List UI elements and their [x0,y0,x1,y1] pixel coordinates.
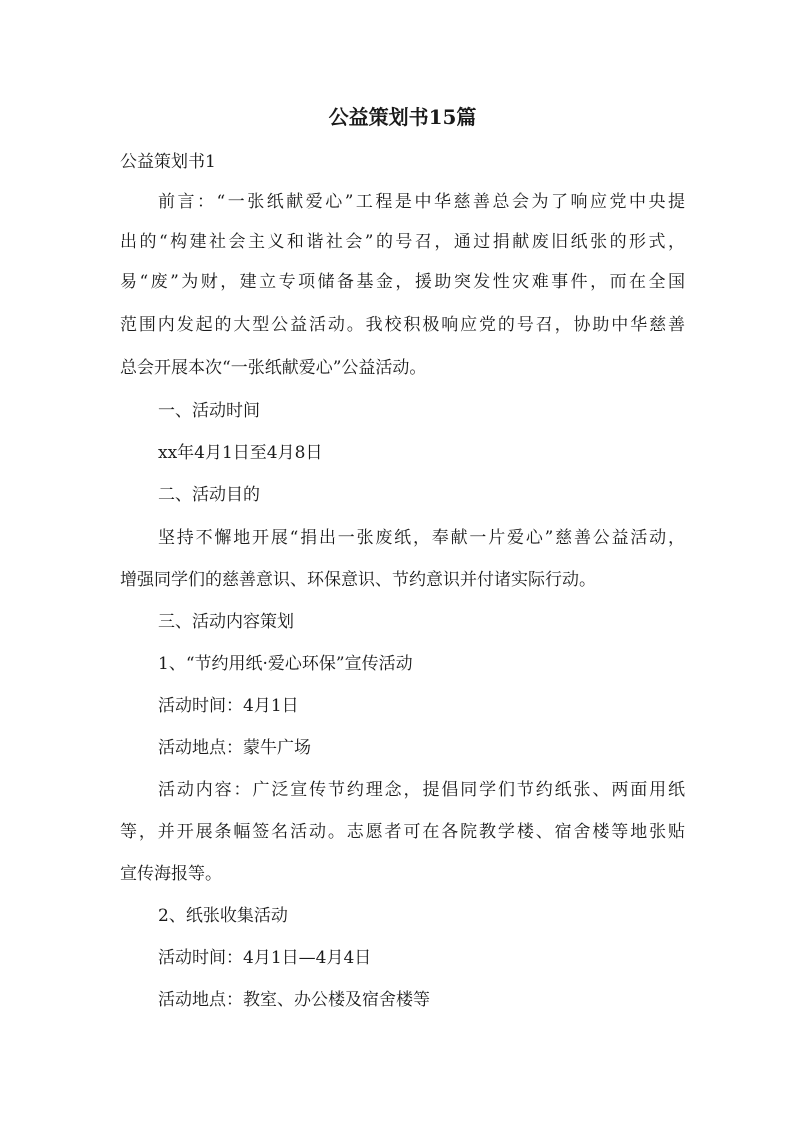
item-2-time: 活动时间：4月1日—4月4日 [158,948,372,968]
item-1-content-line-3: 宣传海报等。 [120,864,222,884]
item-2-heading: 2、纸张收集活动 [158,906,288,926]
preface-line-3: 易“废”为财，建立专项储备基金，援助突发性灾难事件，而在全国 [120,272,685,292]
item-1-heading: 1、“节约用纸·爱心环保”宣传活动 [158,654,413,674]
preface-line-5: 总会开展本次“一张纸献爱心”公益活动。 [120,358,427,378]
item-1-content-line-2: 等，并开展条幅签名活动。志愿者可在各院教学楼、宿舍楼等地张贴 [120,822,685,842]
section-2-heading: 二、活动目的 [158,485,260,505]
section-2-body-line-1: 坚持不懈地开展“捐出一张废纸，奉献一片爱心”慈善公益活动， [158,528,685,548]
section-3-heading: 三、活动内容策划 [158,612,294,632]
section-2-body-line-2: 增强同学们的慈善意识、环保意识、节约意识并付诸实际行动。 [120,570,596,590]
item-1-time: 活动时间：4月1日 [158,696,299,716]
item-1-place: 活动地点：蒙牛广场 [158,738,311,758]
section-1-body: xx年4月1日至4月8日 [158,443,323,463]
preface-line-4: 范围内发起的大型公益活动。我校积极响应党的号召，协助中华慈善 [120,315,685,335]
preface-line-1: 前言：“一张纸献爱心”工程是中华慈善总会为了响应党中央提 [158,192,685,212]
document-subtitle: 公益策划书1 [120,152,216,172]
document-title: 公益策划书15篇 [328,105,477,129]
section-1-heading: 一、活动时间 [158,401,260,421]
preface-line-2: 出的“构建社会主义和谐社会”的号召，通过捐献废旧纸张的形式， [120,232,685,252]
item-1-content-line-1: 活动内容：广泛宣传节约理念，提倡同学们节约纸张、两面用纸 [158,780,685,800]
item-2-place: 活动地点：教室、办公楼及宿舍楼等 [158,990,430,1010]
